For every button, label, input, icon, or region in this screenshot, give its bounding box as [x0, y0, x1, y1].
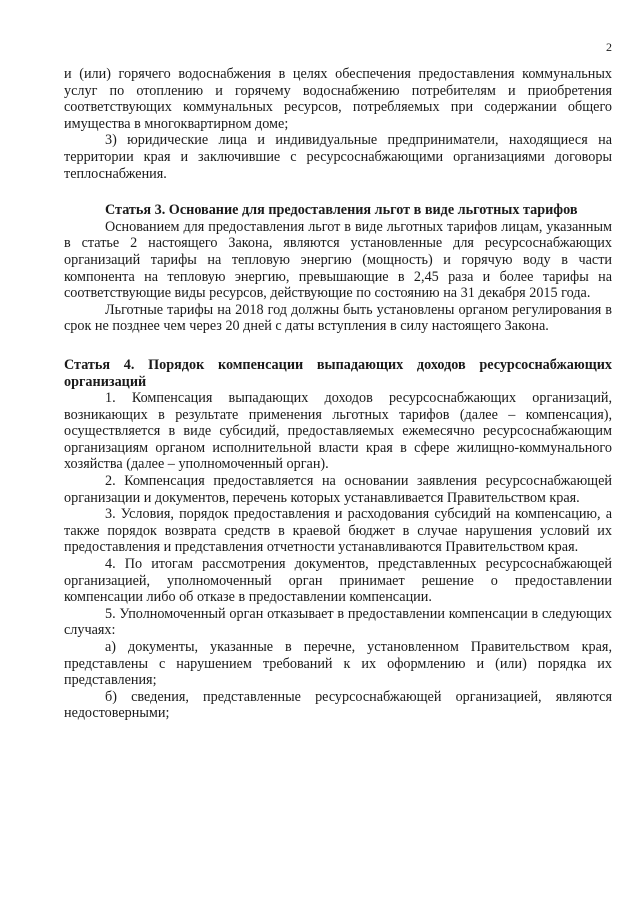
paragraph-item-3-legal-entities: 3) юридические лица и индивидуальные предприниматели, находящиеся на территории края и заключившие с ресурсоснабжающими организациями договоры теплоснабжения.	[64, 132, 612, 182]
paragraph-article-4-item-2: 2. Компенсация предоставляется на основании заявления ресурсоснабжающей организации и документов, перечень которых устанавливается Правительством края.	[64, 473, 612, 506]
paragraph-article-4-item-4: 4. По итогам рассмотрения документов, представленных ресурсоснабжающей организацией, уполномоченный орган принимает решение о предоставлении компенсации либо об отказе в предоставлении компенсации.	[64, 556, 612, 606]
document-body	[64, 66, 612, 722]
paragraph-article-3-basis: Основанием для предоставления льгот в виде льготных тарифов лицам, указанным в статье 2 настоящего Закона, являются установленные для ресурсоснабжающих организаций тарифы на тепловую энергию (мощность) и горячую воду в части компонента на тепловую энергию, превышающие в 2,45 раза и более тарифы на соответствующие виды ресурсов, действующие по состоянию на 31 декабря 2015 года.	[64, 218, 612, 302]
paragraph-heat-supply-continuation: и (или) горячего водоснабжения в целях обеспечения предоставления коммунальных услуг по отоплению и горячему водоснабжению потребителям и приобретения соответствующих коммунальных ресурсов, потребляемых при содержании общего имущества в многоквартирном доме;	[64, 66, 612, 132]
page-number: 2	[606, 40, 612, 54]
paragraph-article-4-item-5: 5. Уполномоченный орган отказывает в предоставлении компенсации в следующих случаях:	[64, 605, 612, 639]
paragraph-article-3-deadline: Льготные тарифы на 2018 год должны быть установлены органом регулирования в срок не позднее чем через 20 дней с даты вступления в силу настоящего Закона.	[64, 301, 612, 335]
article-4-heading: Статья 4. Порядок компенсации выпадающих доходов ресурсоснабжающих организаций	[64, 356, 612, 390]
paragraph-article-4-item-5b: б) сведения, представленные ресурсоснабжающей организацией, являются недостоверными;	[64, 688, 612, 722]
article-3-heading: Статья 3. Основание для предоставления льгот в виде льготных тарифов	[105, 202, 578, 219]
paragraph-article-4-item-5a: а) документы, указанные в перечне, установленном Правительством края, представлены с нарушением требований к их оформлению и (или) порядка их представления;	[64, 639, 612, 689]
paragraph-article-4-item-3: 3. Условия, порядок предоставления и расходования субсидий на компенсацию, а также порядок возврата средств в краевой бюджет в случае нарушения условий их предоставления и представления отчетности устанавливаются Правительством края.	[64, 506, 612, 556]
paragraph-article-4-item-1: 1. Компенсация выпадающих доходов ресурсоснабжающих организаций, возникающих в результате применения льготных тарифов (далее – компенсация), осуществляется в виде субсидий, предоставляемых ежемесячно ресурсоснабжающим организациям органом исполнительной власти края в сфере жилищно-коммунального хозяйства (далее – уполномоченный орган).	[64, 390, 612, 473]
